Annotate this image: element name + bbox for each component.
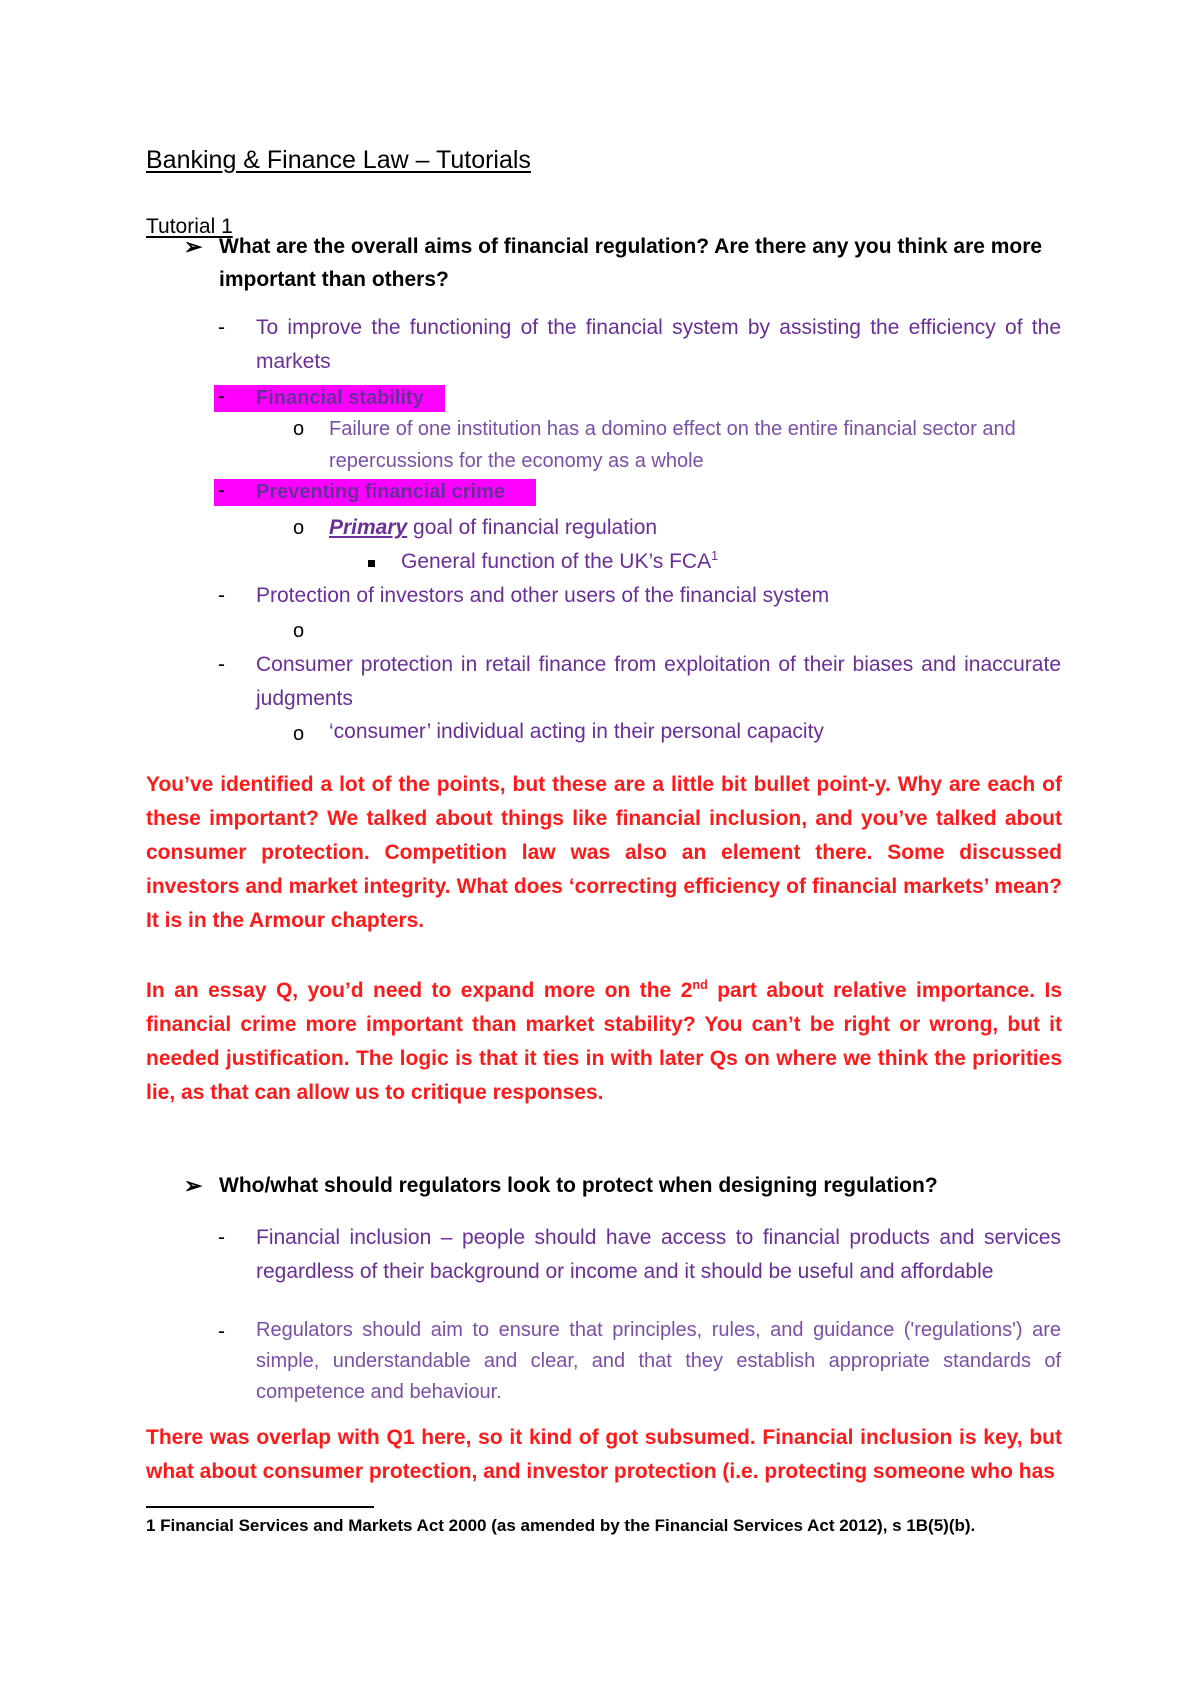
answer-item-consumer: Consumer protection in retail finance from exploitation of their biases and inaccurate judgments: [256, 653, 1061, 710]
tutor-feedback-3: There was overlap with Q1 here, so it kind of got subsumed. Financial inclusion is key, but what about consumer protection, and investor protection (i.e. protecting someone who has: [146, 1426, 1062, 1483]
document-title: Banking & Finance Law – Tutorials: [146, 146, 531, 174]
tutor-feedback-2: In an essay Q, you’d need to expand more on the 2nd part about relative importance. Is financial crime more important than market stability? You can’t be right or wrong, but it needed justification. The logic is that it ties in with later Qs on where we think the priorities lie, as that can allow us to critique responses.: [146, 978, 1063, 1104]
arrow-bullet-icon: ➢: [184, 234, 203, 259]
footnote-1: 1 Financial Services and Markets Act 2000 (as amended by the Financial Services Act 2012), s 1B(5)(b).: [146, 1516, 976, 1535]
primary-emphasis: Primary: [329, 516, 408, 539]
circle-bullet: o: [293, 418, 305, 440]
dash-bullet: -: [218, 479, 225, 502]
circle-bullet-empty: o: [293, 620, 305, 642]
answer-item-crime: Preventing financial crime: [256, 481, 505, 503]
sub-item-consumer-definition: ‘consumer’ individual acting in their personal capacity: [329, 720, 824, 743]
sub-sub-item-fca: General function of the UK’s FCA$^1$: [401, 549, 719, 573]
dash-bullet: -: [218, 584, 225, 607]
square-bullet: [368, 560, 375, 567]
dash-bullet: -: [218, 1226, 225, 1249]
answer-item-investors: Protection of investors and other users of the financial system: [256, 584, 830, 607]
dash-bullet: -: [218, 316, 225, 339]
answer-item-stability: Financial stability: [256, 387, 424, 409]
sub-item-primary-goal-text: goal of financial regulation: [407, 516, 658, 539]
sub-item-primary-goal: [329, 512, 1062, 544]
question-1: What are the overall aims of financial regulation? Are there any you think are more important than others?: [219, 235, 1043, 291]
footnote-separator: [146, 1506, 374, 1508]
dash-bullet: -: [218, 1320, 225, 1343]
answer-item-inclusion: Financial inclusion – people should have access to financial products and services regardless of their background or income and it should be useful and affordable: [256, 1226, 1061, 1283]
sub-item-domino: Failure of one institution has a domino effect on the entire financial sector and repercussions for the economy as a whole: [329, 418, 1016, 472]
dash-bullet: -: [218, 385, 225, 408]
arrow-bullet-icon: ➢: [184, 1173, 203, 1198]
question-2: Who/what should regulators look to protect when designing regulation?: [219, 1174, 938, 1197]
answer-item-efficiency: To improve the functioning of the financial system by assisting the efficiency of the markets: [256, 316, 1061, 373]
footnote-ref: 1: [711, 549, 719, 563]
circle-bullet: o: [293, 517, 305, 539]
circle-bullet: o: [293, 723, 305, 745]
dash-bullet: -: [218, 653, 225, 676]
tutor-feedback-1: You’ve identified a lot of the points, but these are a little bit bullet point-y. Why are each of these important? We talked about things like financial inclusion, and you’ve talked about consumer protection. Competition law was also an element there. Some discussed investors and market integrity. What does ‘correcting efficiency of financial markets’ mean? It is in the Armour chapters.: [146, 773, 1062, 932]
answer-item-regulations: Regulators should aim to ensure that principles, rules, and guidance ('regulations') are simple, understandable and clear, and that they establish appropriate standards of competence and behaviour.: [256, 1319, 1061, 1403]
tutorial-heading: Tutorial 1: [146, 215, 233, 238]
